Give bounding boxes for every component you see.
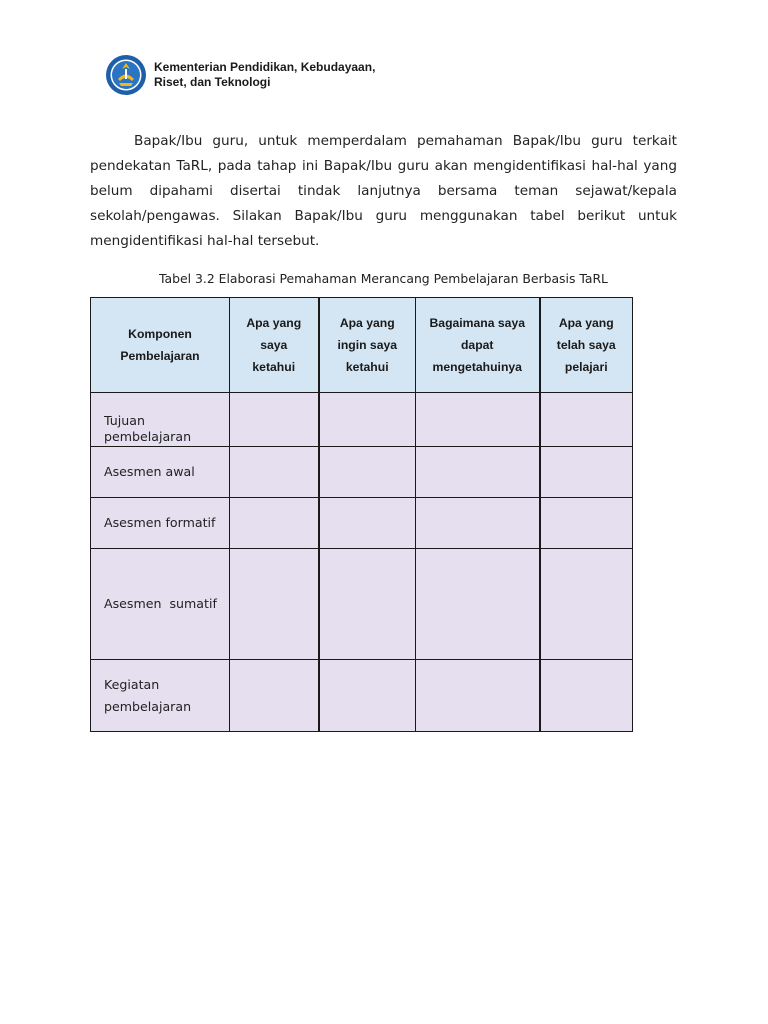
table-cell-input[interactable] — [540, 660, 633, 732]
header-apa-yang-saya-ketahui — [230, 298, 319, 393]
table-cell-input[interactable] — [230, 498, 319, 549]
header-line: ingin saya — [337, 338, 398, 352]
elaboration-table — [90, 297, 633, 732]
table-cell-input[interactable] — [230, 393, 319, 447]
row-label-line: pembelajaran — [104, 429, 192, 444]
row-label-asesmen-formatif — [91, 498, 230, 549]
header-apa-yang-telah-saya-pelajari — [540, 298, 633, 393]
row-label-line: pembelajaran — [104, 698, 192, 714]
table-cell-input[interactable] — [319, 498, 416, 549]
table-row — [91, 549, 633, 660]
header-line: ketahui — [345, 360, 389, 374]
header-line: Apa yang — [339, 316, 395, 330]
ministry-name — [154, 60, 375, 90]
header-apa-yang-ingin-saya-ketahui — [319, 298, 416, 393]
header — [105, 54, 375, 96]
table-cell-input[interactable] — [540, 447, 633, 498]
table-header-row — [91, 298, 633, 393]
table-cell-input[interactable] — [540, 393, 633, 447]
row-label-line: Asesmen awal — [104, 464, 195, 479]
tut-wuri-handayani-logo-icon — [105, 54, 147, 96]
header-line: pelajari — [564, 360, 608, 374]
header-line: mengetahuinya — [432, 360, 522, 374]
row-label-kegiatan-pembelajaran — [91, 660, 230, 732]
header-komponen-pembelajaran — [91, 298, 230, 393]
table-row — [91, 660, 633, 732]
table-cell-input[interactable] — [319, 549, 416, 660]
table-cell-input[interactable] — [540, 549, 633, 660]
table-cell-input[interactable] — [416, 660, 540, 732]
row-label-tujuan-pembelajaran — [91, 393, 230, 447]
header-line: telah saya — [556, 338, 616, 352]
header-line: Komponen — [128, 327, 192, 341]
header-line: saya — [260, 338, 288, 352]
ministry-name-line-2: Riset, dan Teknologi — [154, 75, 271, 89]
row-label-line: Asesmen formatif — [104, 515, 216, 530]
row-label-line: Kegiatan — [104, 676, 160, 692]
header-line: dapat — [460, 338, 494, 352]
header-line: ketahui — [252, 360, 296, 374]
header-line: Bagaimana saya — [429, 316, 526, 330]
table-cell-input[interactable] — [416, 393, 540, 447]
ministry-name-line-1: Kementerian Pendidikan, Kebudayaan, — [154, 60, 376, 74]
row-label-asesmen-sumatif — [91, 549, 230, 660]
table-cell-input[interactable] — [416, 447, 540, 498]
table-row — [91, 498, 633, 549]
table-cell-input[interactable] — [230, 549, 319, 660]
intro-paragraph: Bapak/Ibu guru, untuk memperdalam pemahaman Bapak/Ibu guru terkait pendekatan TaRL, pada tahap ini Bapak/Ibu guru akan mengidentifikasi hal-hal yang belum dipahami disertai tindak lanjutnya bersama teman sejawat/kepala sekolah/pengawas. Silakan Bapak/Ibu guru menggunakan tabel berikut untuk mengidentifikasi hal-hal tersebut. — [90, 133, 677, 249]
header-line: Apa yang — [246, 316, 302, 330]
table-cell-input[interactable] — [230, 660, 319, 732]
table-cell-input[interactable] — [540, 498, 633, 549]
table-cell-input[interactable] — [230, 447, 319, 498]
table-row — [91, 447, 633, 498]
header-line: Pembelajaran — [120, 349, 200, 363]
row-label-asesmen-awal — [91, 447, 230, 498]
header-line: Apa yang — [558, 316, 614, 330]
row-label-line: Asesmen sumatif — [104, 596, 217, 611]
header-bagaimana-saya-dapat-mengetahuinya — [416, 298, 540, 393]
table-cell-input[interactable] — [319, 393, 416, 447]
table-row — [91, 393, 633, 447]
table-cell-input[interactable] — [416, 549, 540, 660]
table-cell-input[interactable] — [319, 660, 416, 732]
table-cell-input[interactable] — [416, 498, 540, 549]
table-caption: Tabel 3.2 Elaborasi Pemahaman Merancang Pembelajaran Berbasis TaRL — [159, 271, 608, 286]
table-cell-input[interactable] — [319, 447, 416, 498]
row-label-line: Tujuan — [104, 413, 145, 428]
